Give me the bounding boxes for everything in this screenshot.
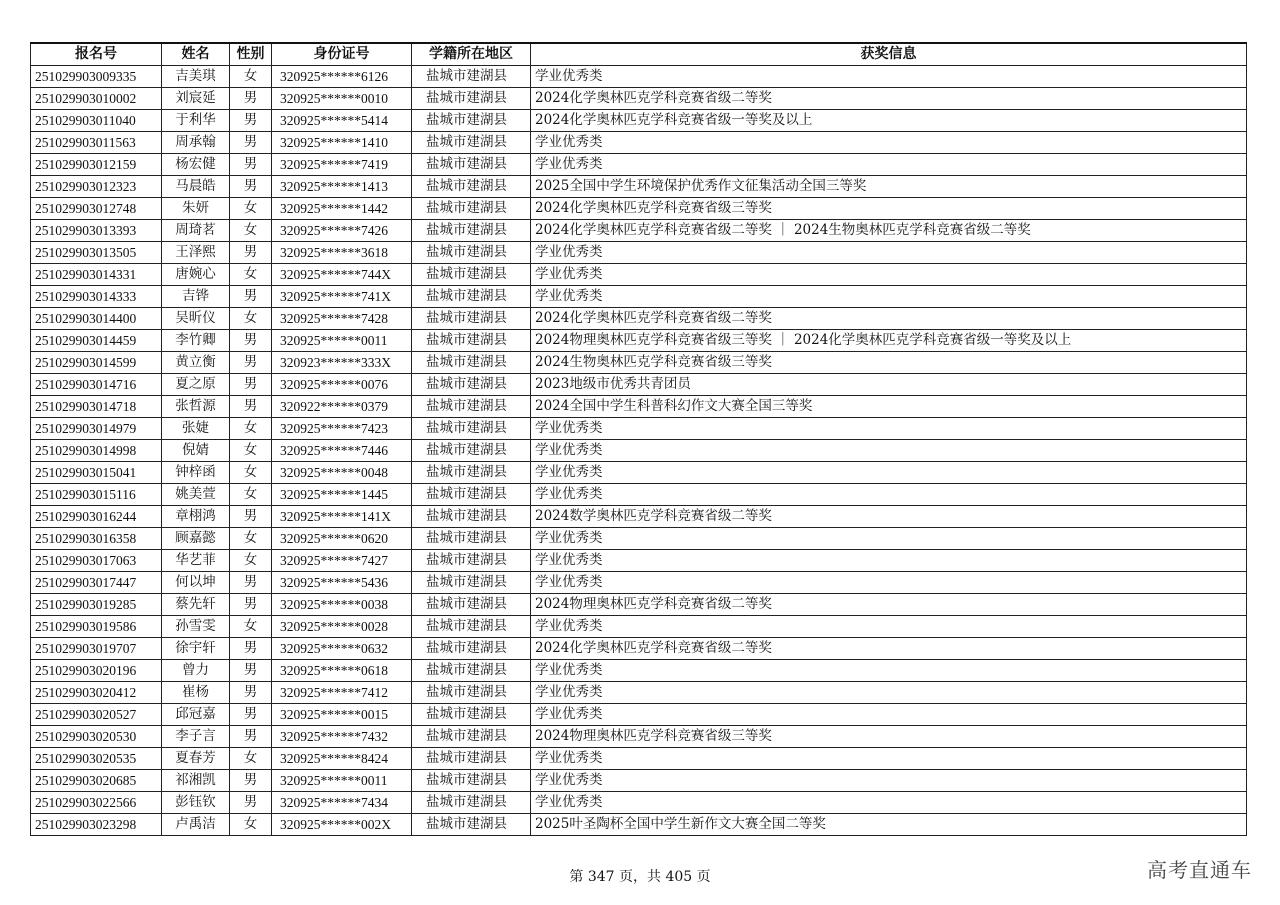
cell-region: 盐城市建湖县 (412, 374, 531, 396)
table-row (31, 440, 1247, 462)
cell-region: 盐城市建湖县 (412, 418, 531, 440)
table-row (31, 528, 1247, 550)
cell-region: 盐城市建湖县 (412, 154, 531, 176)
cell-id-card: 320925******7428 (272, 308, 412, 330)
table-row (31, 726, 1247, 748)
cell-award-info: 学业优秀类 (531, 154, 1247, 176)
cell-region: 盐城市建湖县 (412, 506, 531, 528)
cell-region: 盐城市建湖县 (412, 440, 531, 462)
cell-id-card: 320925******0010 (272, 88, 412, 110)
cell-registration-no: 251029903020196 (31, 660, 162, 682)
cell-id-card: 320925******0028 (272, 616, 412, 638)
cell-name: 曾力 (162, 660, 230, 682)
cell-award-info: 学业优秀类 (531, 660, 1247, 682)
cell-gender: 男 (230, 704, 272, 726)
table-row (31, 748, 1247, 770)
cell-region: 盐城市建湖县 (412, 462, 531, 484)
table-row (31, 594, 1247, 616)
cell-award-info: 2025全国中学生环境保护优秀作文征集活动全国三等奖 (531, 176, 1247, 198)
cell-award-info: 2024化学奥林匹克学科竞赛省级二等奖 (531, 88, 1247, 110)
cell-name: 李子言 (162, 726, 230, 748)
table-row (31, 330, 1247, 352)
cell-award-info: 学业优秀类 (531, 704, 1247, 726)
cell-name: 朱妍 (162, 198, 230, 220)
cell-registration-no: 251029903020530 (31, 726, 162, 748)
cell-award-info: 学业优秀类 (531, 550, 1247, 572)
cell-name: 张哲源 (162, 396, 230, 418)
cell-name: 刘宸延 (162, 88, 230, 110)
table-row (31, 396, 1247, 418)
cell-gender: 男 (230, 88, 272, 110)
table-row (31, 132, 1247, 154)
cell-award-info: 2023地级市优秀共青团员 (531, 374, 1247, 396)
cell-registration-no: 251029903019586 (31, 616, 162, 638)
cell-gender: 女 (230, 220, 272, 242)
cell-registration-no: 251029903012748 (31, 198, 162, 220)
cell-award-info: 2024全国中学生科普科幻作文大赛全国三等奖 (531, 396, 1247, 418)
cell-name: 李竹卿 (162, 330, 230, 352)
cell-name: 崔杨 (162, 682, 230, 704)
cell-award-info: 2024化学奥林匹克学科竞赛省级二等奖 (531, 308, 1247, 330)
cell-name: 吉美琪 (162, 66, 230, 88)
table-row (31, 154, 1247, 176)
header-award-info: 获奖信息 (531, 43, 1247, 66)
table-row (31, 286, 1247, 308)
cell-region: 盐城市建湖县 (412, 638, 531, 660)
cell-award-info: 2024数学奥林匹克学科竞赛省级二等奖 (531, 506, 1247, 528)
table-row (31, 352, 1247, 374)
cell-name: 祁湘凯 (162, 770, 230, 792)
cell-id-card: 320925******0048 (272, 462, 412, 484)
cell-registration-no: 251029903014400 (31, 308, 162, 330)
cell-gender: 男 (230, 330, 272, 352)
cell-id-card: 320925******141X (272, 506, 412, 528)
table-row (31, 176, 1247, 198)
table-row (31, 704, 1247, 726)
cell-gender: 男 (230, 352, 272, 374)
cell-registration-no: 251029903016244 (31, 506, 162, 528)
cell-award-info: 2025叶圣陶杯全国中学生新作文大赛全国二等奖 (531, 814, 1247, 836)
cell-name: 华艺菲 (162, 550, 230, 572)
header-gender: 性别 (230, 43, 272, 66)
cell-gender: 男 (230, 374, 272, 396)
cell-region: 盐城市建湖县 (412, 220, 531, 242)
cell-name: 顾嘉懿 (162, 528, 230, 550)
header-region: 学籍所在地区 (412, 43, 531, 66)
cell-region: 盐城市建湖县 (412, 528, 531, 550)
cell-name: 周琦茗 (162, 220, 230, 242)
table-row (31, 792, 1247, 814)
cell-registration-no: 251029903014599 (31, 352, 162, 374)
table-row (31, 264, 1247, 286)
table-header (31, 43, 1247, 66)
cell-registration-no: 251029903023298 (31, 814, 162, 836)
cell-id-card: 320925******6126 (272, 66, 412, 88)
cell-region: 盐城市建湖县 (412, 704, 531, 726)
cell-name: 卢禹洁 (162, 814, 230, 836)
table-row (31, 198, 1247, 220)
cell-id-card: 320925******0632 (272, 638, 412, 660)
cell-award-info: 学业优秀类 (531, 616, 1247, 638)
page-number: 第 347 页，共 405 页 (569, 869, 711, 885)
cell-award-info: 学业优秀类 (531, 528, 1247, 550)
cell-registration-no: 251029903011563 (31, 132, 162, 154)
cell-gender: 女 (230, 748, 272, 770)
cell-name: 于利华 (162, 110, 230, 132)
cell-registration-no: 251029903015116 (31, 484, 162, 506)
cell-region: 盐城市建湖县 (412, 198, 531, 220)
cell-award-info: 学业优秀类 (531, 132, 1247, 154)
cell-registration-no: 251029903014998 (31, 440, 162, 462)
cell-gender: 女 (230, 440, 272, 462)
cell-registration-no: 251029903011040 (31, 110, 162, 132)
cell-award-info: 学业优秀类 (531, 572, 1247, 594)
cell-name: 徐宇轩 (162, 638, 230, 660)
cell-id-card: 320925******741X (272, 286, 412, 308)
cell-region: 盐城市建湖县 (412, 594, 531, 616)
cell-award-info: 学业优秀类 (531, 286, 1247, 308)
cell-region: 盐城市建湖县 (412, 396, 531, 418)
cell-award-info: 学业优秀类 (531, 462, 1247, 484)
cell-id-card: 320925******7427 (272, 550, 412, 572)
table-row (31, 418, 1247, 440)
cell-id-card: 320925******0620 (272, 528, 412, 550)
cell-name: 杨宏健 (162, 154, 230, 176)
cell-name: 孙雪雯 (162, 616, 230, 638)
cell-name: 周承翰 (162, 132, 230, 154)
cell-id-card: 320925******1413 (272, 176, 412, 198)
cell-region: 盐城市建湖县 (412, 792, 531, 814)
cell-id-card: 320925******0015 (272, 704, 412, 726)
cell-award-info: 学业优秀类 (531, 484, 1247, 506)
cell-region: 盐城市建湖县 (412, 132, 531, 154)
cell-name: 黄立衡 (162, 352, 230, 374)
cell-gender: 女 (230, 198, 272, 220)
cell-id-card: 320925******1410 (272, 132, 412, 154)
table-row (31, 242, 1247, 264)
cell-registration-no: 251029903013505 (31, 242, 162, 264)
cell-gender: 男 (230, 660, 272, 682)
cell-name: 夏之原 (162, 374, 230, 396)
header-row (31, 43, 1247, 66)
cell-gender: 男 (230, 726, 272, 748)
cell-award-info: 2024生物奥林匹克学科竞赛省级三等奖 (531, 352, 1247, 374)
cell-gender: 女 (230, 484, 272, 506)
cell-gender: 男 (230, 286, 272, 308)
header-id-card: 身份证号 (272, 43, 412, 66)
table-row (31, 66, 1247, 88)
cell-region: 盐城市建湖县 (412, 682, 531, 704)
cell-id-card: 320925******0618 (272, 660, 412, 682)
cell-id-card: 320925******0011 (272, 770, 412, 792)
cell-name: 章栩鸿 (162, 506, 230, 528)
cell-gender: 女 (230, 66, 272, 88)
cell-gender: 女 (230, 308, 272, 330)
cell-name: 倪婧 (162, 440, 230, 462)
cell-award-info: 学业优秀类 (531, 66, 1247, 88)
table-row (31, 660, 1247, 682)
cell-award-info: 学业优秀类 (531, 682, 1247, 704)
cell-registration-no: 251029903012323 (31, 176, 162, 198)
cell-award-info: 2024化学奥林匹克学科竞赛省级二等奖 (531, 638, 1247, 660)
cell-gender: 女 (230, 418, 272, 440)
cell-id-card: 320925******002X (272, 814, 412, 836)
cell-id-card: 320925******7434 (272, 792, 412, 814)
cell-registration-no: 251029903014333 (31, 286, 162, 308)
cell-award-info: 学业优秀类 (531, 242, 1247, 264)
cell-registration-no: 251029903014716 (31, 374, 162, 396)
cell-name: 夏春芳 (162, 748, 230, 770)
cell-region: 盐城市建湖县 (412, 550, 531, 572)
cell-award-info: 2024化学奥林匹克学科竞赛省级一等奖及以上 (531, 110, 1247, 132)
cell-name: 吴昕仪 (162, 308, 230, 330)
cell-award-info: 学业优秀类 (531, 418, 1247, 440)
cell-id-card: 320923******333X (272, 352, 412, 374)
cell-gender: 男 (230, 176, 272, 198)
cell-registration-no: 251029903017447 (31, 572, 162, 594)
cell-region: 盐城市建湖县 (412, 242, 531, 264)
cell-id-card: 320925******7426 (272, 220, 412, 242)
cell-award-info: 学业优秀类 (531, 264, 1247, 286)
cell-id-card: 320925******0038 (272, 594, 412, 616)
cell-id-card: 320925******0076 (272, 374, 412, 396)
table-row (31, 506, 1247, 528)
cell-name: 王泽熙 (162, 242, 230, 264)
table-row (31, 616, 1247, 638)
table-row (31, 308, 1247, 330)
cell-award-info: 2024化学奥林匹克学科竞赛省级二等奖 ｜ 2024生物奥林匹克学科竞赛省级二等奖 (531, 220, 1247, 242)
cell-registration-no: 251029903014459 (31, 330, 162, 352)
table-row (31, 220, 1247, 242)
cell-registration-no: 251029903010002 (31, 88, 162, 110)
cell-award-info: 学业优秀类 (531, 748, 1247, 770)
cell-region: 盐城市建湖县 (412, 88, 531, 110)
cell-name: 钟梓函 (162, 462, 230, 484)
cell-registration-no: 251029903013393 (31, 220, 162, 242)
cell-gender: 男 (230, 792, 272, 814)
cell-award-info: 学业优秀类 (531, 792, 1247, 814)
table-row (31, 484, 1247, 506)
cell-region: 盐城市建湖县 (412, 176, 531, 198)
cell-award-info: 2024化学奥林匹克学科竞赛省级三等奖 (531, 198, 1247, 220)
cell-region: 盐城市建湖县 (412, 110, 531, 132)
cell-name: 张婕 (162, 418, 230, 440)
cell-gender: 男 (230, 638, 272, 660)
cell-registration-no: 251029903015041 (31, 462, 162, 484)
cell-id-card: 320925******7419 (272, 154, 412, 176)
cell-registration-no: 251029903012159 (31, 154, 162, 176)
cell-registration-no: 251029903019707 (31, 638, 162, 660)
cell-name: 吉铧 (162, 286, 230, 308)
cell-gender: 男 (230, 770, 272, 792)
cell-region: 盐城市建湖县 (412, 572, 531, 594)
cell-id-card: 320925******7446 (272, 440, 412, 462)
cell-award-info: 2024物理奥林匹克学科竞赛省级三等奖 ｜ 2024化学奥林匹克学科竞赛省级一等奖及以上 (531, 330, 1247, 352)
cell-id-card: 320925******7412 (272, 682, 412, 704)
cell-name: 唐婉心 (162, 264, 230, 286)
cell-region: 盐城市建湖县 (412, 748, 531, 770)
table-row (31, 682, 1247, 704)
cell-gender: 男 (230, 154, 272, 176)
cell-gender: 男 (230, 506, 272, 528)
cell-registration-no: 251029903014979 (31, 418, 162, 440)
cell-id-card: 320925******5414 (272, 110, 412, 132)
cell-region: 盐城市建湖县 (412, 814, 531, 836)
cell-name: 彭钰钦 (162, 792, 230, 814)
watermark: 高考直通车 (1147, 858, 1252, 882)
cell-registration-no: 251029903017063 (31, 550, 162, 572)
cell-award-info: 2024物理奥林匹克学科竞赛省级三等奖 (531, 726, 1247, 748)
table-body (31, 66, 1247, 836)
cell-name: 马晨皓 (162, 176, 230, 198)
cell-region: 盐城市建湖县 (412, 286, 531, 308)
table-row (31, 110, 1247, 132)
awards-table (30, 42, 1247, 836)
cell-region: 盐城市建湖县 (412, 484, 531, 506)
cell-award-info: 学业优秀类 (531, 440, 1247, 462)
cell-gender: 男 (230, 242, 272, 264)
cell-id-card: 320925******7432 (272, 726, 412, 748)
table-row (31, 550, 1247, 572)
cell-gender: 女 (230, 264, 272, 286)
cell-id-card: 320925******0011 (272, 330, 412, 352)
cell-gender: 女 (230, 616, 272, 638)
cell-id-card: 320925******1445 (272, 484, 412, 506)
cell-id-card: 320925******8424 (272, 748, 412, 770)
cell-registration-no: 251029903016358 (31, 528, 162, 550)
cell-id-card: 320925******1442 (272, 198, 412, 220)
cell-region: 盐城市建湖县 (412, 66, 531, 88)
cell-registration-no: 251029903020535 (31, 748, 162, 770)
header-name: 姓名 (162, 43, 230, 66)
cell-registration-no: 251029903022566 (31, 792, 162, 814)
cell-id-card: 320925******7423 (272, 418, 412, 440)
cell-gender: 男 (230, 594, 272, 616)
table-row (31, 374, 1247, 396)
cell-id-card: 320925******3618 (272, 242, 412, 264)
cell-name: 何以坤 (162, 572, 230, 594)
cell-gender: 女 (230, 814, 272, 836)
cell-region: 盐城市建湖县 (412, 264, 531, 286)
cell-name: 邱冠嘉 (162, 704, 230, 726)
cell-registration-no: 251029903009335 (31, 66, 162, 88)
cell-registration-no: 251029903014718 (31, 396, 162, 418)
table-row (31, 462, 1247, 484)
cell-gender: 女 (230, 528, 272, 550)
cell-registration-no: 251029903020685 (31, 770, 162, 792)
cell-award-info: 2024物理奥林匹克学科竞赛省级二等奖 (531, 594, 1247, 616)
cell-gender: 男 (230, 132, 272, 154)
cell-registration-no: 251029903019285 (31, 594, 162, 616)
cell-gender: 男 (230, 682, 272, 704)
cell-id-card: 320925******744X (272, 264, 412, 286)
cell-region: 盐城市建湖县 (412, 352, 531, 374)
cell-gender: 男 (230, 572, 272, 594)
cell-id-card: 320922******0379 (272, 396, 412, 418)
cell-region: 盐城市建湖县 (412, 330, 531, 352)
cell-name: 姚美萱 (162, 484, 230, 506)
cell-region: 盐城市建湖县 (412, 726, 531, 748)
cell-registration-no: 251029903020412 (31, 682, 162, 704)
cell-gender: 女 (230, 462, 272, 484)
cell-registration-no: 251029903014331 (31, 264, 162, 286)
header-registration-no: 报名号 (31, 43, 162, 66)
cell-region: 盐城市建湖县 (412, 308, 531, 330)
table-row (31, 770, 1247, 792)
cell-award-info: 学业优秀类 (531, 770, 1247, 792)
table-row (31, 638, 1247, 660)
cell-gender: 男 (230, 110, 272, 132)
cell-region: 盐城市建湖县 (412, 616, 531, 638)
cell-gender: 男 (230, 396, 272, 418)
cell-name: 蔡先轩 (162, 594, 230, 616)
cell-region: 盐城市建湖县 (412, 660, 531, 682)
table-row (31, 814, 1247, 836)
cell-gender: 女 (230, 550, 272, 572)
cell-region: 盐城市建湖县 (412, 770, 531, 792)
cell-id-card: 320925******5436 (272, 572, 412, 594)
cell-registration-no: 251029903020527 (31, 704, 162, 726)
table-row (31, 88, 1247, 110)
table-row (31, 572, 1247, 594)
